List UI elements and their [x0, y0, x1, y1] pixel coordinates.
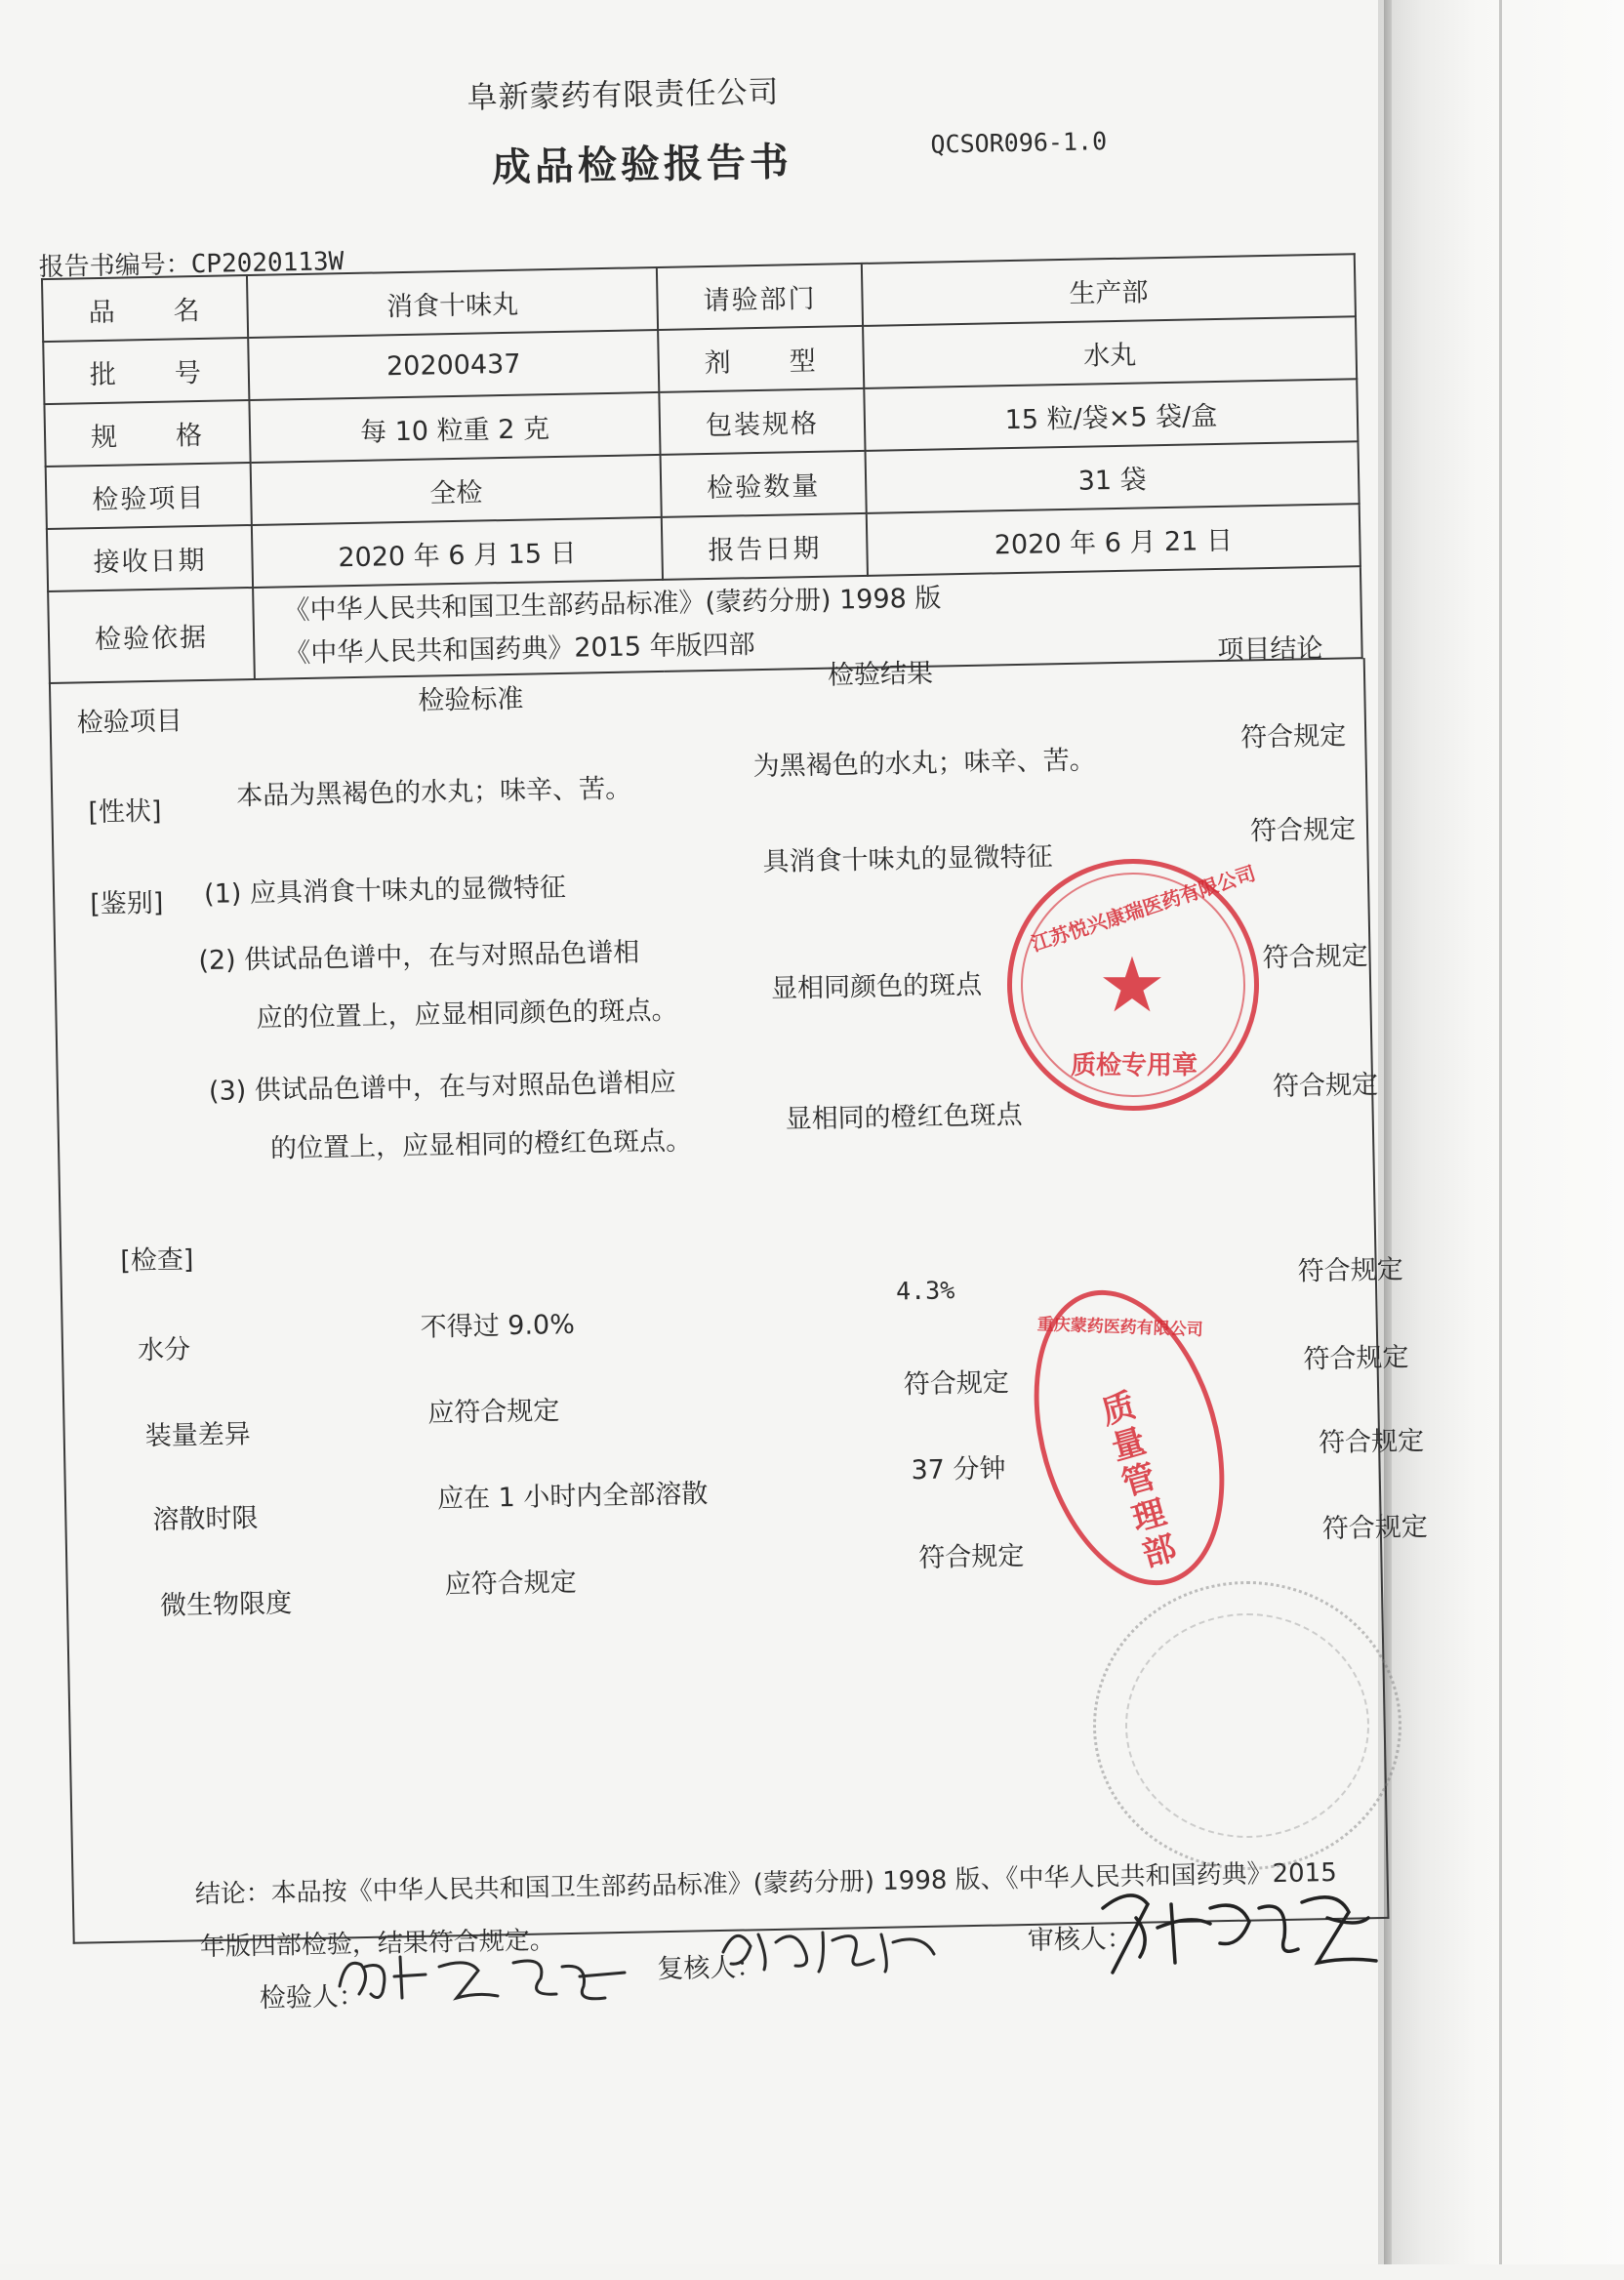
check-result-fill-variation: 符合规定: [903, 1367, 1010, 1401]
col-header-item: 检验项目: [76, 706, 183, 739]
conclusion-line-2: 年版四部检验，结果符合规定。: [199, 1926, 556, 1963]
conclusion-line-1: 结论：本品按《中华人民共和国卫生部药品标准》(蒙药分册) 1998 版、《中华人民共和国药典》2015: [194, 1857, 1338, 1910]
stamp1-bottom-text: 质检专用章: [1071, 1051, 1198, 1080]
check-conclusion-disintegration: 符合规定: [1318, 1426, 1425, 1459]
embossed-seal-inner: [1125, 1613, 1369, 1838]
reviewer-label: 复核人：: [657, 1952, 763, 1985]
check-conclusion-moisture: 符合规定: [1297, 1254, 1404, 1287]
form-value: 水丸: [863, 316, 1357, 388]
recv-date-value: 2020 年 6 月 15 日: [252, 517, 663, 588]
check-result-disintegration: 37 分钟: [911, 1453, 1006, 1486]
recv-date-label: 接收日期: [47, 525, 253, 591]
batch-label: 批 号: [43, 338, 249, 404]
report-number-label: 报告书编号：: [38, 250, 192, 283]
report-number-value: CP2020113W: [190, 247, 345, 280]
ident-standard-2b: 应的位置上，应显相同颜色的斑点。: [256, 995, 678, 1034]
basis-line-1: 《中华人民共和国卫生部药品标准》(蒙药分册) 1998 版: [283, 583, 942, 627]
check-standard-microbial: 应符合规定: [444, 1567, 578, 1601]
check-name-microbial: 微生物限度: [159, 1588, 293, 1621]
embossed-seal: [1093, 1581, 1401, 1870]
check-conclusion-microbial: 符合规定: [1321, 1512, 1429, 1545]
check-standard-disintegration: 应在 1 小时内全部溶散: [436, 1479, 709, 1515]
pack-value: 15 粒/袋×5 袋/盒: [864, 379, 1358, 451]
check-name-moisture: 水分: [137, 1334, 191, 1366]
inspector-label: 检验人：: [259, 1981, 366, 2015]
qty-label: 检验数量: [661, 451, 867, 517]
ident-standard-1: (1) 应具消食十味丸的显微特征: [203, 872, 567, 910]
report-date-label: 报告日期: [662, 513, 868, 580]
approver-signature: [1093, 1879, 1386, 1990]
ident-result-1: 具消食十味丸的显微特征: [762, 841, 1053, 877]
dept-label: 请验部门: [657, 264, 863, 330]
report-title: 成品检验报告书: [491, 140, 793, 191]
approver-label: 审核人：: [1027, 1923, 1134, 1956]
col-header-standard: 检验标准: [418, 683, 524, 716]
ident-label: [鉴别]: [89, 887, 164, 920]
basis-label: 检验依据: [48, 588, 255, 683]
basis-line-2: 《中华人民共和国药典》2015 年版四部: [284, 630, 755, 670]
ident-conclusion-2: 符合规定: [1262, 941, 1368, 974]
check-name-disintegration: 溶散时限: [152, 1503, 259, 1536]
ident-conclusion-3: 符合规定: [1272, 1069, 1379, 1103]
company-name: 阜新蒙药有限责任公司: [467, 74, 780, 116]
item-value: 全检: [251, 455, 662, 525]
form-code: QCSOR096-1.0: [930, 127, 1108, 159]
batch-value: 20200437: [248, 330, 659, 400]
stamp2-top-text: 重庆蒙药医药有限公司: [1036, 1315, 1204, 1341]
col-header-conclusion: 项目结论: [1217, 632, 1323, 667]
checks-label: [检查]: [120, 1244, 194, 1277]
product-value: 消食十味丸: [247, 267, 658, 338]
item-label: 检验项目: [46, 463, 252, 529]
spec-label: 规 格: [44, 400, 250, 467]
form-label: 剂 型: [658, 326, 864, 392]
ident-result-2: 显相同颜色的斑点: [770, 969, 983, 1004]
qty-value: 31 袋: [866, 441, 1360, 513]
ident-standard-3a: (3) 供试品色谱中，在与对照品色谱相应: [208, 1067, 677, 1107]
info-table: [41, 253, 1363, 684]
product-label: 品 名: [42, 275, 248, 342]
ident-conclusion-1: 符合规定: [1249, 814, 1357, 847]
ident-standard-2a: (2) 供试品色谱中，在与对照品色谱相: [198, 937, 640, 977]
check-name-fill-variation: 装量差异: [144, 1419, 252, 1452]
ident-standard-3b: 的位置上，应显相同的橙红色斑点。: [269, 1125, 693, 1164]
stamp1-top-text: 江苏悦兴康瑞医药有限公司: [1028, 861, 1259, 957]
quality-inspection-stamp: [1007, 859, 1259, 1111]
spec-value: 每 10 粒重 2 克: [249, 392, 660, 463]
traits-conclusion: 符合规定: [1239, 720, 1347, 753]
col-header-result: 检验结果: [827, 658, 934, 691]
check-standard-fill-variation: 应符合规定: [427, 1396, 560, 1429]
stamp2-bottom-text: 质量管理部: [1091, 1387, 1181, 1576]
traits-label: [性状]: [88, 795, 162, 829]
check-standard-moisture: 不得过 9.0%: [420, 1309, 576, 1343]
reviewer-signature: [717, 1913, 942, 1985]
dept-value: 生产部: [862, 254, 1356, 326]
check-result-moisture: 4.3%: [895, 1276, 955, 1306]
star-icon: ★: [1098, 942, 1166, 1030]
traits-result: 为黑褐色的水丸；味辛、苦。: [752, 745, 1096, 783]
pack-label: 包装规格: [659, 388, 865, 455]
check-conclusion-fill-variation: 符合规定: [1303, 1342, 1409, 1375]
inspector-signature: [332, 1937, 634, 2019]
traits-standard: 本品为黑褐色的水丸；味辛、苦。: [235, 773, 632, 812]
ident-result-3: 显相同的橙红色斑点: [785, 1099, 1023, 1135]
report-date-value: 2020 年 6 月 21 日: [867, 504, 1360, 576]
check-result-microbial: 符合规定: [918, 1540, 1025, 1574]
